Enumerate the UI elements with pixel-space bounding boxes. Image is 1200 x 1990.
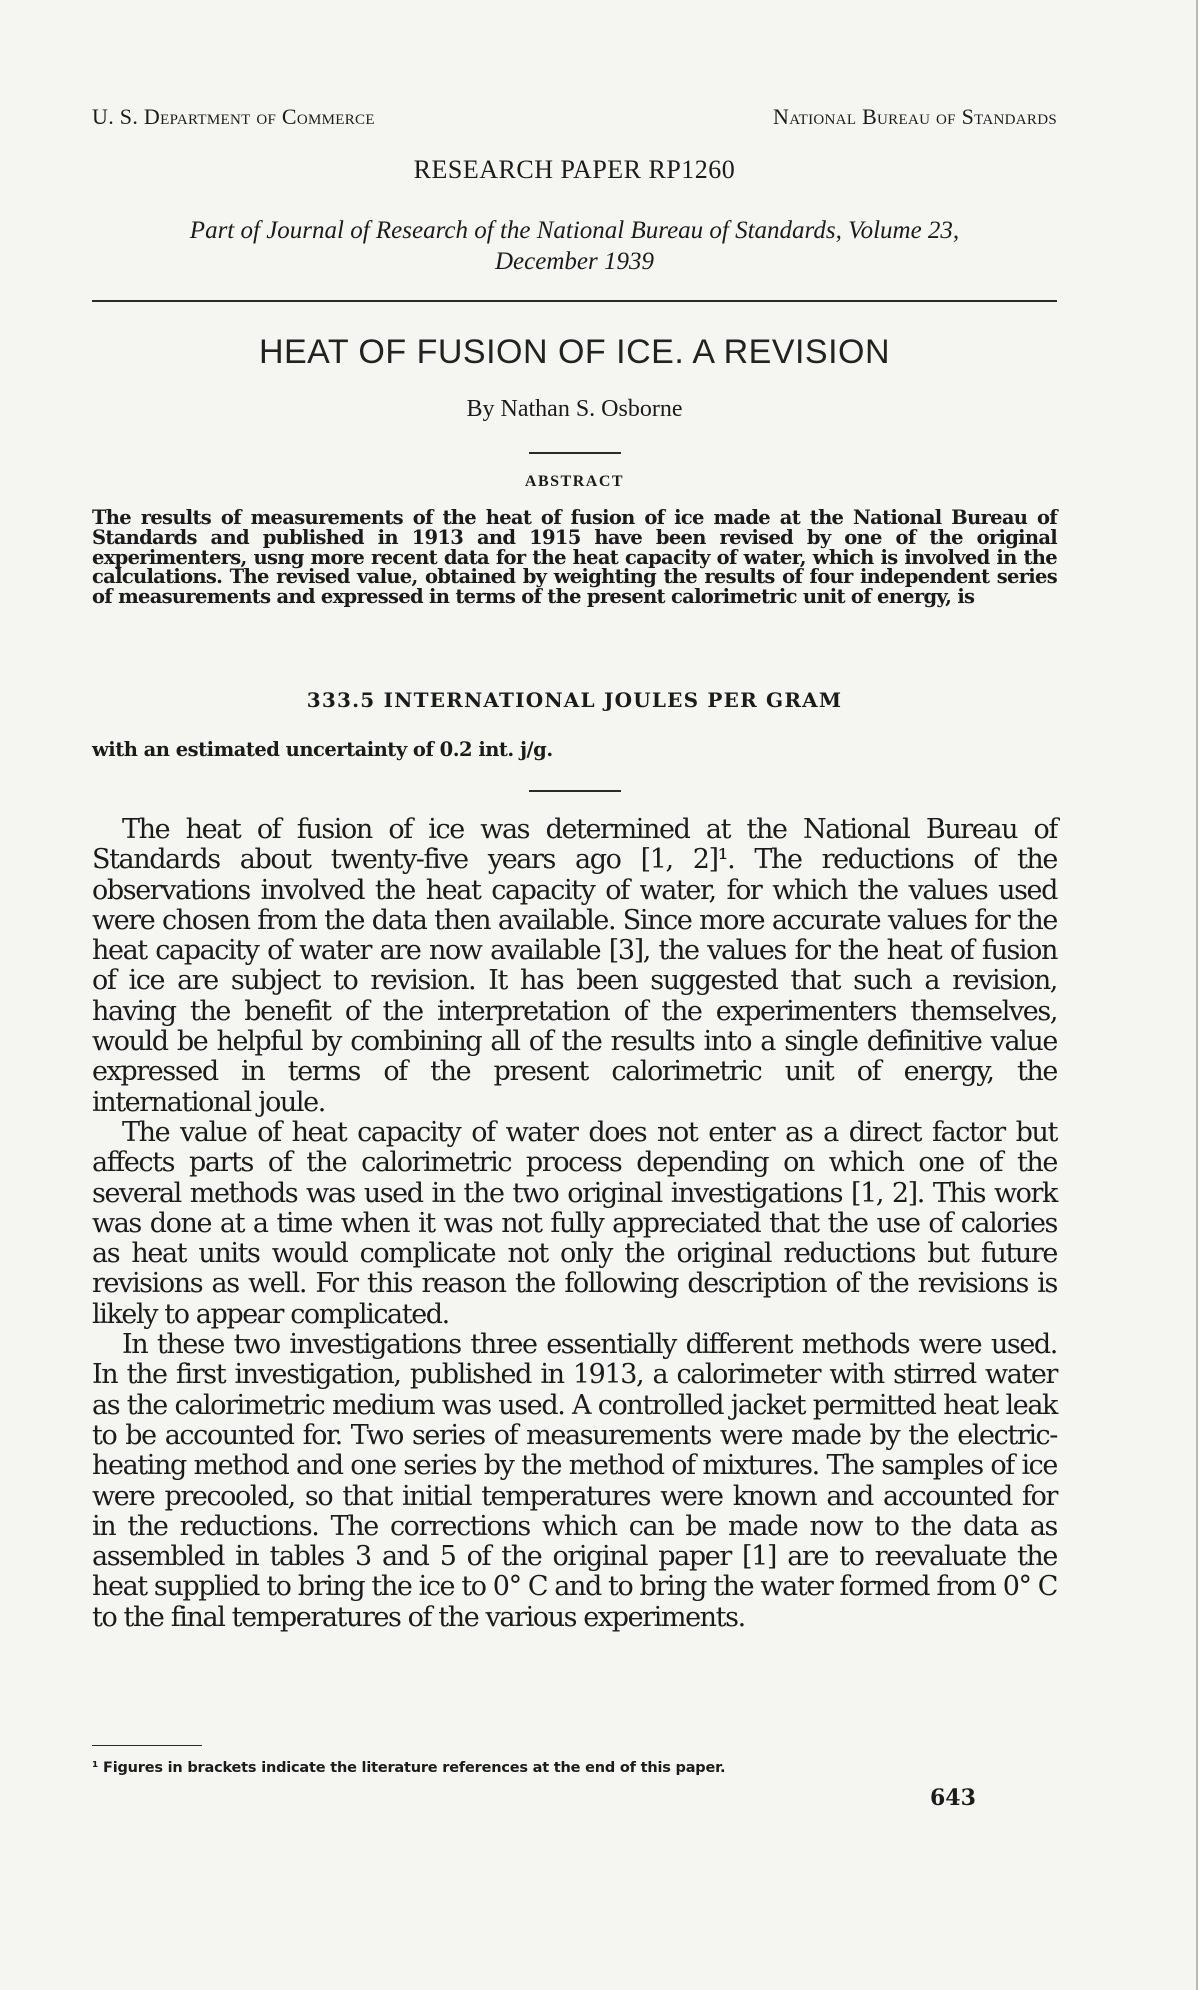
journal-citation — [92, 215, 1057, 277]
title-divider — [529, 452, 621, 454]
body-text — [92, 815, 1057, 1633]
abstract-result: 333.5 INTERNATIONAL JOULES PER GRAM — [306, 688, 843, 712]
paragraph-3: In these two investigations three essentially different methods were used. In the first investigation, published in 1913, a calorimeter with stirred water as the calorimetric medium was used. A controlled jacket permitted heat leak to be accounted for. Two series of measurements were made by the electric-heating method and one series by the method of mixtures. The samples of ice were precooled, so that initial temperatures were known and accounted for in the reductions. The corrections which can be made now to the data as assembled in tables 3 and 5 of the original paper [1] are to reevaluate the heat supplied to bring the ice to 0° C and to bring the water formed from 0° C to the final temperatures of the various experiments. — [92, 1329, 1058, 1633]
header-left: U. S. Department of Commerce — [92, 104, 375, 129]
paper-title: HEAT OF FUSION OF ICE. A REVISION — [258, 333, 891, 371]
page-number: 643 — [930, 1785, 976, 1811]
header-divider — [92, 300, 1057, 302]
footnote: ¹ Figures in brackets indicate the literature references at the end of this paper. — [92, 1760, 726, 1776]
paragraph-2: The value of heat capacity of water does not enter as a direct factor but affects parts of the calorimetric process depending on which one of the several methods was used in the two original investigations [1, 2]. This work was done at a time when it was not fully appreciated that the use of calories as heat units would complicate not only the original reductions but future revisions as well. For this reason the following description of the revisions is likely to appear complicated. — [92, 1116, 1057, 1330]
paragraph-1: The heat of fusion of ice was determined at the National Bureau of Standards about twenty-five years ago [1, 2]¹. The reductions of the observations involved the heat capacity of water, for which the values used were chosen from the data then available. Since more accurate values for the heat capacity of water are now available [3], the values for the heat of fusion of ice are subject to revision. It has been suggested that such a revision, having the benefit of the interpretation of the experimenters themselves, would be helpful by combining all of the results into a single definitive value expressed in terms of the present calorimetric unit of energy, the international joule. — [92, 814, 1057, 1118]
header-right: National Bureau of Standards — [773, 104, 1057, 129]
abstract-heading: ABSTRACT — [524, 473, 625, 490]
journal-line-2: December 1939 — [495, 248, 654, 275]
abstract-text: The results of measurements of the heat of fusion of ice made at the National Bureau of Standards and published in 1913 and 1915 have been revised by one of the original experimenters, usng more recent data for the heat capacity of water, which is involved in the calculations. The revised value, obtained by weighting the results of four independent series of measurements and expressed in terms of the present calorimetric unit of energy, is — [92, 506, 1057, 609]
journal-line-1: Part of Journal of Research of the National Bureau of Standards, Volume 23, — [189, 217, 960, 244]
abstract-uncertainty: with an estimated uncertainty of 0.2 int. j/g. — [92, 738, 553, 761]
author-line: By Nathan S. Osborne — [466, 396, 683, 422]
abstract-divider — [529, 790, 621, 792]
running-header — [92, 104, 1057, 138]
research-paper-number: RESEARCH PAPER RP1260 — [413, 155, 736, 184]
footnote-divider — [92, 1745, 202, 1746]
